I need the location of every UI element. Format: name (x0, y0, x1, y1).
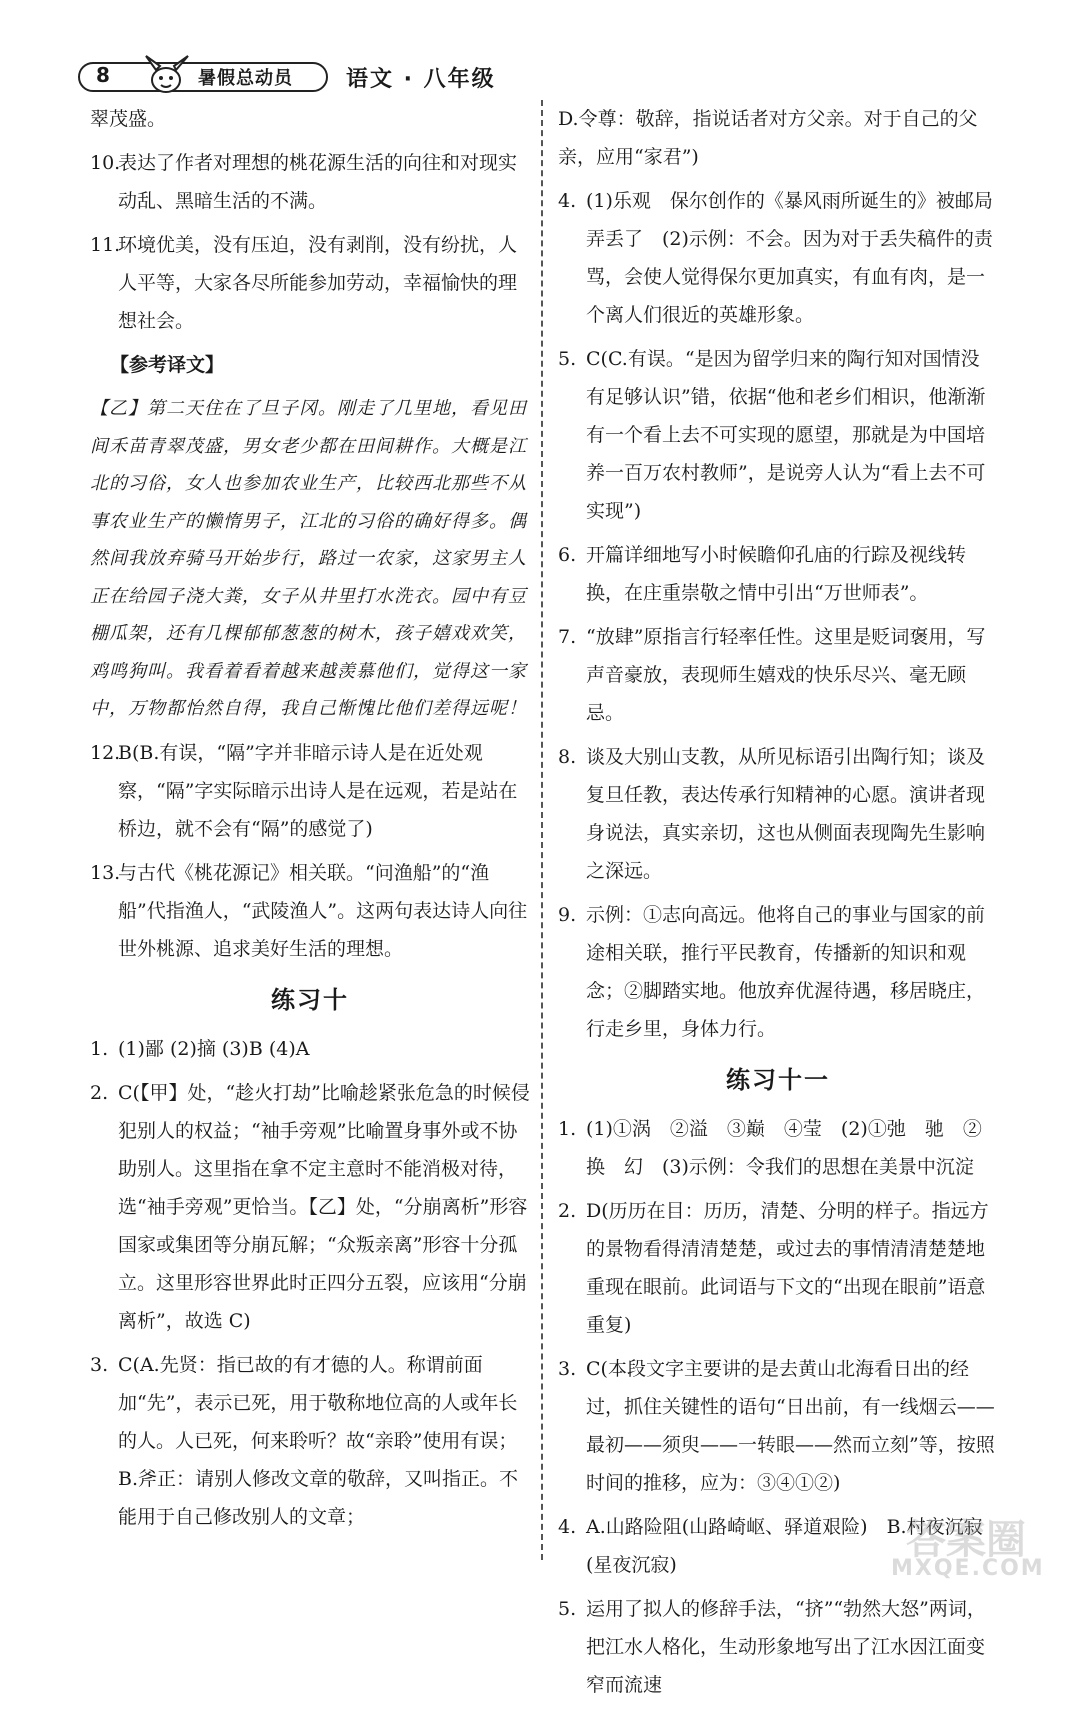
item-text: C(【甲】处，“趁火打劫”比喻趁紧张危急的时候侵犯别人的权益；“袖手旁观”比喻置身事外或不协助别人。这里指在拿不定主意时不能消极对待，选“袖手旁观”更恰当。【乙】处，“分崩离析”形容国家或集团等分崩瓦解；“众叛亲离”形容十分孤立。这里形容世界此时正四分五裂，应该用“分崩离析”，故选 C) (118, 1081, 530, 1332)
item-number: 5. (558, 1598, 577, 1620)
answer-item (90, 854, 530, 968)
answer-item (558, 1590, 998, 1704)
item-text: 表达了作者对理想的桃花源生活的向往和对现实动乱、黑暗生活的不满。 (118, 152, 518, 212)
item-number: 4. (558, 190, 577, 212)
mascot-icon (136, 52, 194, 96)
answer-item (558, 1110, 998, 1186)
item-number: 10. (90, 152, 121, 174)
left-column (90, 100, 530, 1542)
section-heading: 练习十一 (726, 1066, 830, 1094)
column-divider (541, 100, 543, 1560)
item-text: 环境优美，没有压迫，没有剥削，没有纷扰，人人平等，大家各尽所能参加劳动，幸福愉快的理想社会。 (118, 234, 518, 332)
item-text: (1)①涡 ②溢 ③巅 ④莹 (2)①弛 驰 ②换 幻 (3)示例：令我们的思想在美景中沉淀 (586, 1118, 982, 1178)
item-number: 6. (558, 544, 577, 566)
item-number: 13. (90, 861, 121, 884)
answer-item (558, 340, 998, 530)
answer-item (90, 1074, 530, 1340)
right-column (558, 100, 998, 1710)
continued-text: D.令尊：敬辞，指说话者对方父亲。对于自己的父亲，应用“家君”) (558, 108, 978, 168)
answer-item (90, 144, 530, 220)
item-text: A.山路险阻(山路崎岖、驿道艰险) B.村夜沉寂(星夜沉寂) (586, 1516, 983, 1576)
item-text: C(A.先贤：指已故的有才德的人。称谓前面加“先”，表示已死，用于敬称地位高的人或年长的人。人已死，何来聆听？故“亲聆”使用有误；B.斧正：请别人修改文章的敬辞，又叫指正。不能用于自己修改别人的文章； (118, 1353, 519, 1528)
answer-item (90, 226, 530, 340)
item-text: 与古代《桃花源记》相关联。“问渔船”的“渔船”代指渔人，“武陵渔人”。这两句表达诗人向往世外桃源、追求美好生活的理想。 (118, 861, 528, 960)
item-number: 12. (90, 741, 121, 764)
item-number: 1. (558, 1118, 577, 1140)
item-number: 8. (558, 746, 577, 768)
item-number: 5. (558, 348, 577, 370)
item-text: B(B.有误，“隔”字并非暗示诗人是在近处观察，“隔”字实际暗示出诗人是在远观，若是站在桥边，就不会有“隔”的感觉了) (118, 741, 518, 840)
item-number: 7. (558, 626, 577, 648)
answer-item (90, 1346, 530, 1536)
item-number: 9. (558, 904, 577, 926)
continued-text: 翠茂盛。 (90, 108, 167, 130)
item-text: C(C.有误。“是因为留学归来的陶行知对国情没有足够认识”错，依据“他和老乡们相识，他渐渐有一个看上去不可实现的愿望，那就是为中国培养一百万农村教师”，是说旁人认为“看上去不可实现”) (586, 348, 986, 522)
watermark-top-text: 答案圈 (906, 1517, 1026, 1563)
answer-item (558, 896, 998, 1048)
reference-translation-text: 【乙】第二天住在了旦子冈。刚走了几里地，看见田间禾苗青翠茂盛，男女老少都在田间耕作。大概是江北的习俗，女人也参加农业生产，比较西北那些不从事农业生产的懒惰男子，江北的习俗的确好得多。偶然间我放弃骑马开始步行，路过一农家，这家男主人正在给园子浇大粪，女子从井里打水洗衣。园中有豆棚瓜架，还有几棵郁郁葱葱的树木，孩子嬉戏欢笑，鸡鸣狗叫。我看着看着越来越羡慕他们，觉得这一家中，万物都怡然自得，我自己惭愧比他们差得远呢！ (90, 398, 527, 719)
answer-item (558, 1192, 998, 1344)
item-text: 开篇详细地写小时候瞻仰孔庙的行踪及视线转换，在庄重崇敬之情中引出“万世师表”。 (586, 544, 967, 604)
item-text: 运用了拟人的修辞手法，“挤”“勃然大怒”两词，把江水人格化，生动形象地写出了江水因江面变窄而流速 (586, 1598, 986, 1696)
page-number: 8 (96, 63, 110, 87)
subject-grade: 语文 · 八年级 (346, 67, 496, 92)
item-number: 4. (558, 1516, 577, 1538)
watermark-url: MXQE.COM (891, 1556, 1045, 1581)
answer-item (558, 182, 998, 334)
page-header (78, 60, 518, 96)
answer-item (558, 536, 998, 612)
answer-item (90, 1030, 530, 1068)
watermark-logo (891, 1508, 1045, 1588)
item-text: “放肆”原指言行轻率任性。这里是贬词褒用，写声音豪放，表现师生嬉戏的快乐尽兴、毫无顾忌。 (586, 626, 986, 724)
answer-item (90, 734, 530, 848)
item-number: 3. (90, 1353, 109, 1376)
item-number: 1. (90, 1037, 109, 1060)
item-text: 示例：①志向高远。他将自己的事业与国家的前途相关联，推行平民教育，传播新的知识和观念；②脚踏实地。他放弃优渥待遇，移居晓庄，行走乡里，身体力行。 (586, 904, 986, 1040)
item-text: 谈及大别山支教，从所见标语引出陶行知；谈及复旦任教，表达传承行知精神的心愿。演讲者现身说法，真实亲切，这也从侧面表现陶先生影响之深远。 (586, 746, 986, 882)
section-heading: 练习十 (271, 985, 349, 1014)
reference-translation-title: 【参考译文】 (110, 354, 225, 376)
answer-item (558, 1350, 998, 1502)
answer-item (558, 738, 998, 890)
item-number: 3. (558, 1358, 577, 1380)
series-title: 暑假总动员 (198, 68, 293, 89)
item-number: 2. (558, 1200, 577, 1222)
item-text: D(历历在目：历历，清楚、分明的样子。指远方的景物看得清清楚楚，或过去的事情清清楚楚地重现在眼前。此词语与下文的“出现在眼前”语意重复) (586, 1200, 989, 1336)
item-text: (1)乐观 保尔创作的《暴风雨所诞生的》被邮局弄丢了 (2)示例：不会。因为对于丢失稿件的责骂，会使人觉得保尔更加真实，有血有肉，是一个离人们很近的英雄形象。 (586, 190, 993, 326)
answer-item (558, 618, 998, 732)
item-text: C(本段文字主要讲的是去黄山北海看日出的经过，抓住关键性的语句“日出前，有一线烟云——最初——须臾——一转眼——然而立刻”等，按照时间的推移，应为：③④①②) (586, 1358, 995, 1494)
item-text: (1)鄙 (2)摘 (3)B (4)A (118, 1037, 310, 1060)
item-number: 2. (90, 1081, 109, 1104)
item-number: 11. (90, 234, 121, 256)
